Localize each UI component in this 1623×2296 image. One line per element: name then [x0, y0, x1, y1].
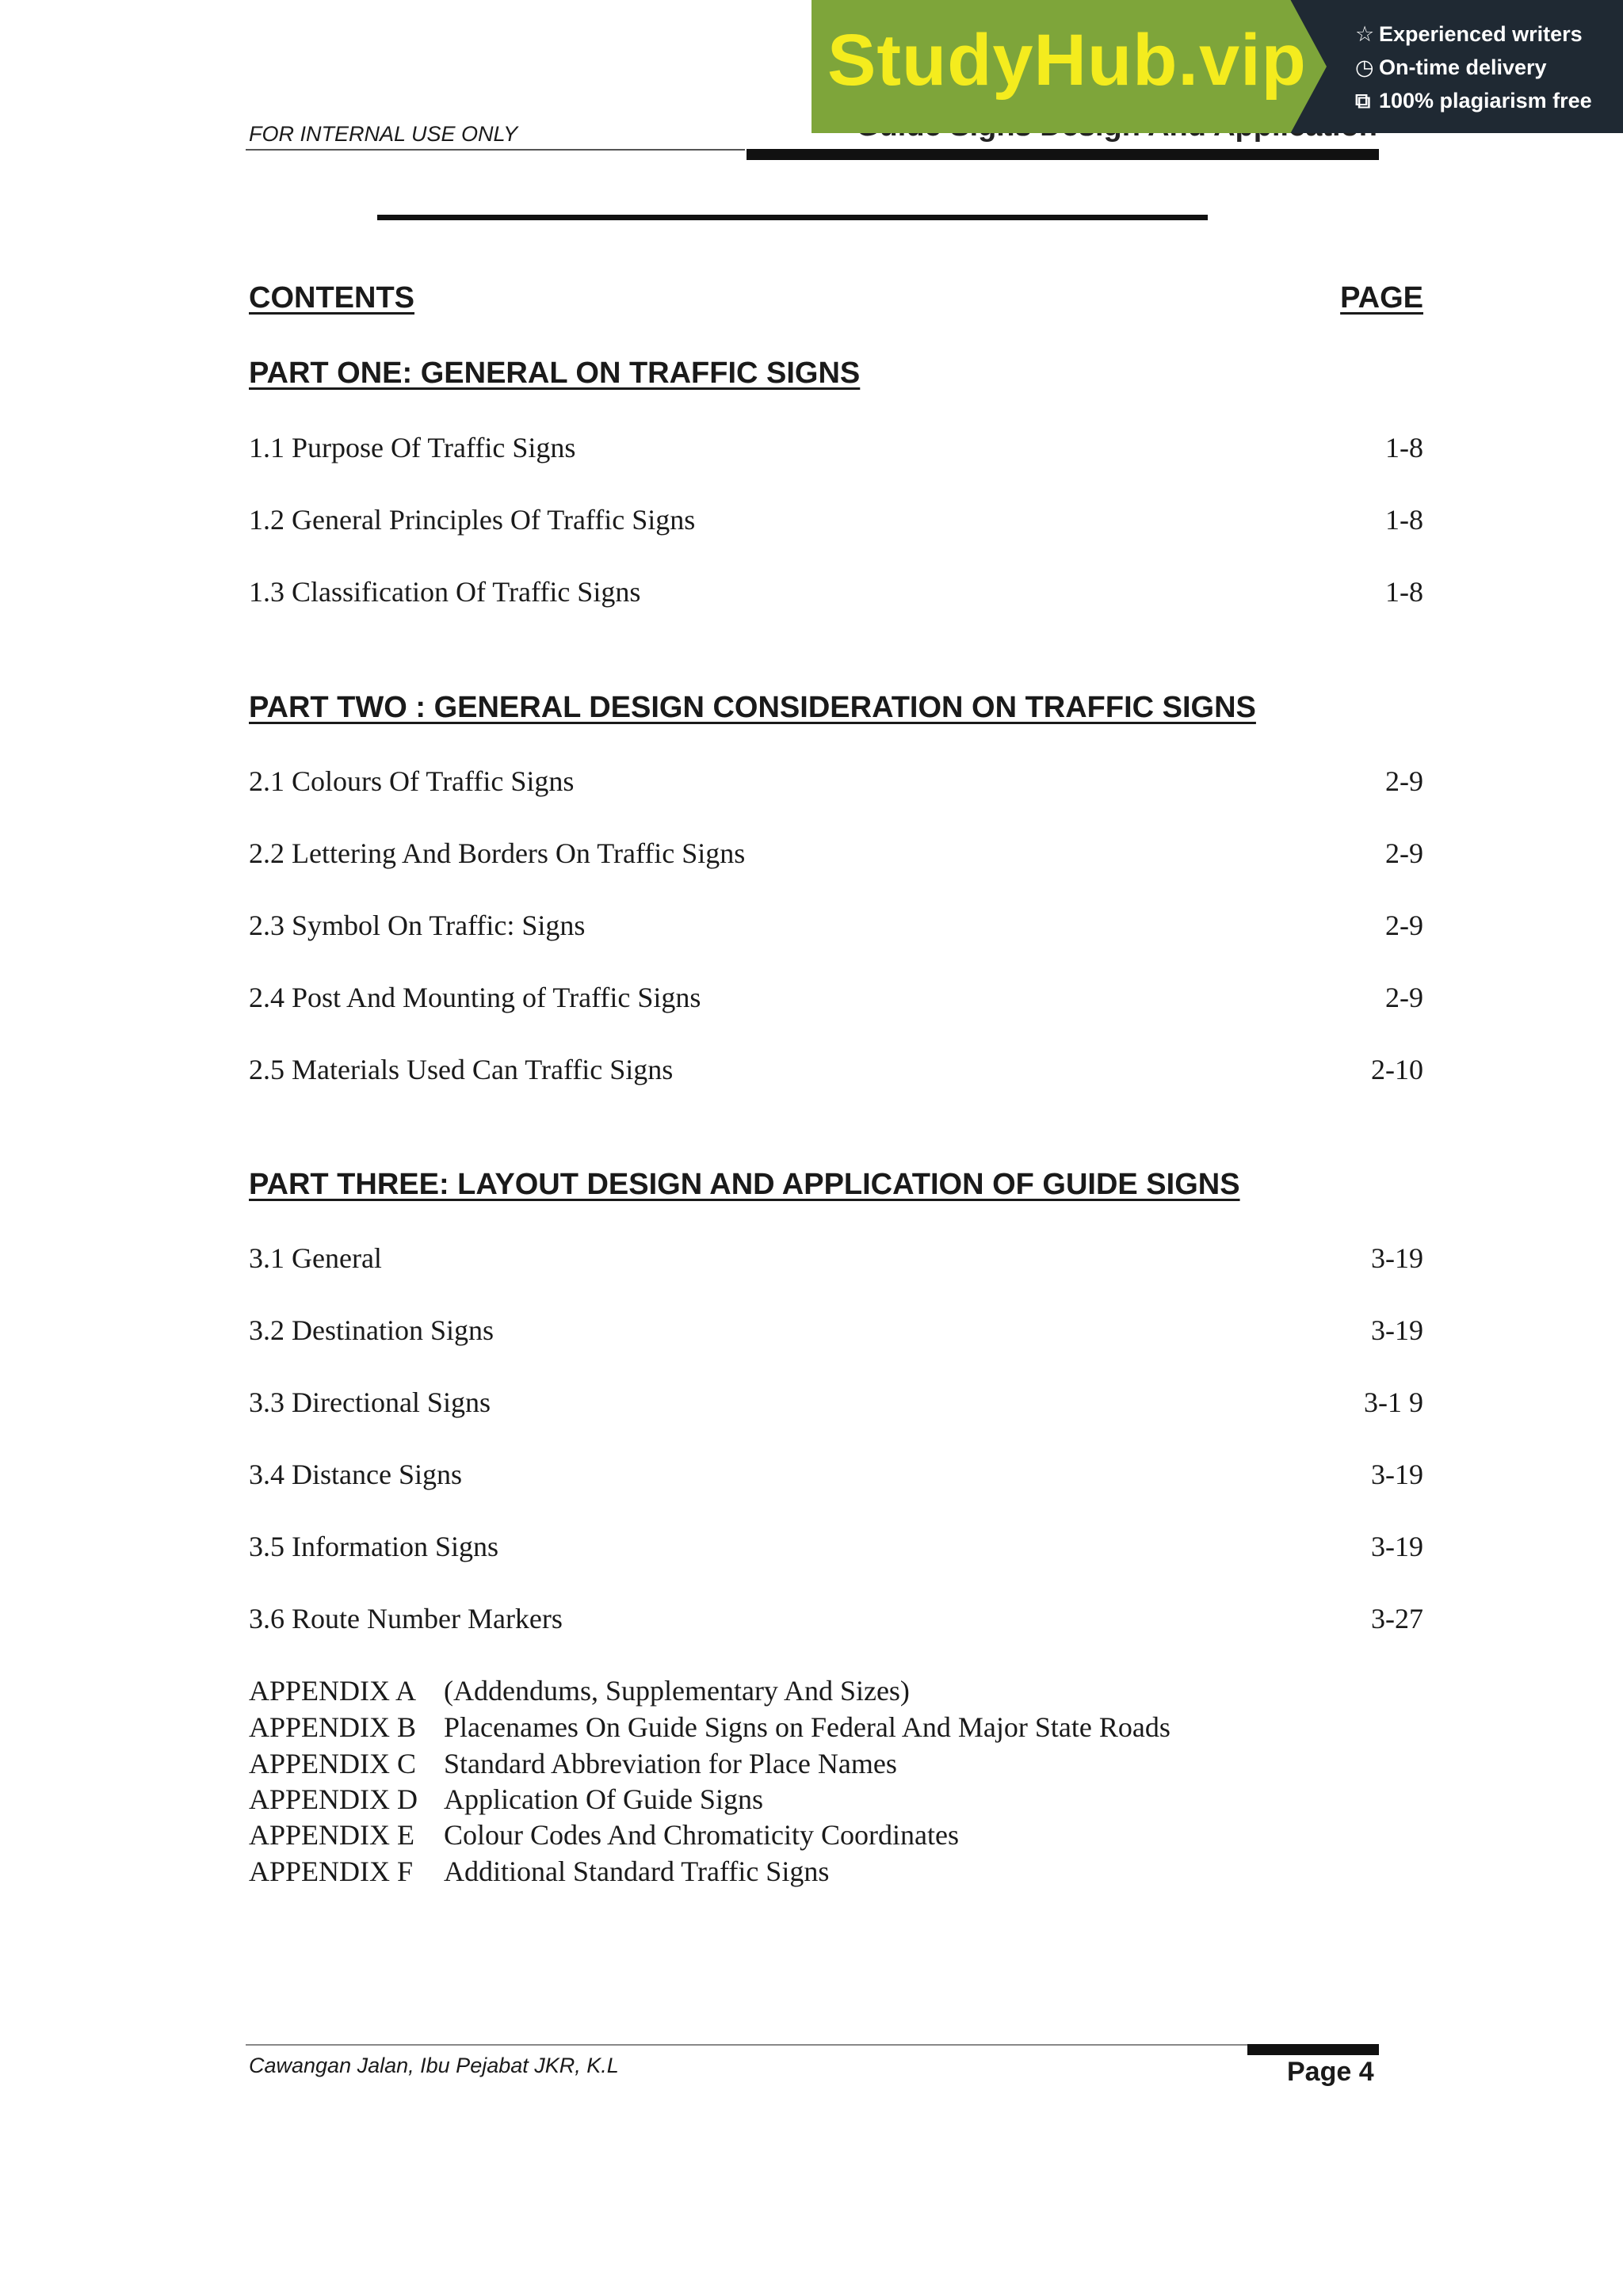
header-rule: [246, 149, 745, 151]
appendix-title: Application Of Guide Signs: [444, 1783, 763, 1815]
appendix-label: APPENDIX D: [249, 1783, 418, 1815]
part-heading: PART THREE: LAYOUT DESIGN AND APPLICATION OF GUIDE SIGNS: [249, 1168, 1240, 1201]
contents-heading: CONTENTS: [249, 281, 414, 315]
ad-feature: ☆ Experienced writers: [1355, 22, 1583, 46]
ad-feature: ◷ On-time delivery: [1355, 55, 1547, 79]
title-rule: [377, 215, 1208, 220]
appendix-title: Colour Codes And Chromaticity Coordinates: [444, 1819, 959, 1851]
toc-page: 2-9: [1385, 837, 1423, 869]
ad-feature: ⧉ 100% plagiarism free: [1355, 89, 1592, 113]
toc-page: 1-8: [1385, 576, 1423, 608]
part-heading: PART TWO : GENERAL DESIGN CONSIDERATION ON TRAFFIC SIGNS: [249, 691, 1256, 724]
appendix-title: Placenames On Guide Signs on Federal And Major State Roads: [444, 1711, 1170, 1743]
toc-entry: 2.5 Materials Used Can Traffic Signs: [249, 1054, 674, 1085]
appendix-label: APPENDIX C: [249, 1748, 417, 1779]
page-number: Page 4: [1287, 2057, 1374, 2087]
footer-organization: Cawangan Jalan, Ibu Pejabat JKR, K.L: [249, 2054, 619, 2077]
appendix-label: APPENDIX B: [249, 1711, 417, 1743]
appendix-title: Additional Standard Traffic Signs: [444, 1855, 830, 1887]
toc-page: 3-19: [1371, 1531, 1423, 1562]
toc-entry: 1.1 Purpose Of Traffic Signs: [249, 432, 576, 463]
clock-icon: ◷: [1355, 55, 1374, 79]
toc-page: 2-9: [1385, 982, 1423, 1013]
toc-entry: 3.5 Information Signs: [249, 1531, 498, 1562]
appendix-title: Standard Abbreviation for Place Names: [444, 1748, 897, 1779]
appendix-label: APPENDIX F: [249, 1855, 414, 1887]
toc-entry: 2.1 Colours Of Traffic Signs: [249, 765, 575, 797]
toc-entry: 1.3 Classification Of Traffic Signs: [249, 576, 641, 608]
toc-page: 1-8: [1385, 504, 1423, 536]
toc-page: 1-8: [1385, 432, 1423, 463]
toc-entry: 3.6 Route Number Markers: [249, 1603, 563, 1634]
toc-entry: 2.2 Lettering And Borders On Traffic Signs: [249, 837, 746, 869]
footer-rule: [246, 2044, 1247, 2046]
toc-page: 3-27: [1371, 1603, 1423, 1634]
toc-page: 2-9: [1385, 910, 1423, 941]
toc-page: 3-19: [1371, 1242, 1423, 1274]
part-heading: PART ONE: GENERAL ON TRAFFIC SIGNS: [249, 357, 861, 390]
star-icon: ☆: [1355, 22, 1375, 46]
toc-page: 3-1 9: [1364, 1386, 1423, 1418]
toc-page: 3-19: [1371, 1314, 1423, 1346]
classification-label: FOR INTERNAL USE ONLY: [249, 122, 518, 146]
toc-entry: 3.4 Distance Signs: [249, 1459, 462, 1490]
appendix-label: APPENDIX E: [249, 1819, 415, 1851]
ad-brand-name[interactable]: StudyHub.vip: [827, 20, 1307, 101]
toc-page: 2-9: [1385, 765, 1423, 797]
toc-entry: 1.2 General Principles Of Traffic Signs: [249, 504, 696, 536]
header-rule-thick: [747, 149, 1379, 160]
toc-entry: 3.3 Directional Signs: [249, 1386, 491, 1418]
toc-page: 3-19: [1371, 1459, 1423, 1490]
appendix-title: (Addendums, Supplementary And Sizes): [444, 1675, 910, 1707]
page-column-heading: PAGE: [1340, 281, 1423, 315]
toc-entry: 2.4 Post And Mounting of Traffic Signs: [249, 982, 701, 1013]
toc-entry: 3.1 General: [249, 1242, 382, 1274]
copy-icon: ⧉: [1355, 89, 1371, 113]
toc-entry: 2.3 Symbol On Traffic: Signs: [249, 910, 586, 941]
toc-page: 2-10: [1371, 1054, 1423, 1085]
appendix-label: APPENDIX A: [249, 1675, 417, 1707]
footer-rule-thick: [1247, 2044, 1379, 2055]
toc-entry: 3.2 Destination Signs: [249, 1314, 495, 1346]
